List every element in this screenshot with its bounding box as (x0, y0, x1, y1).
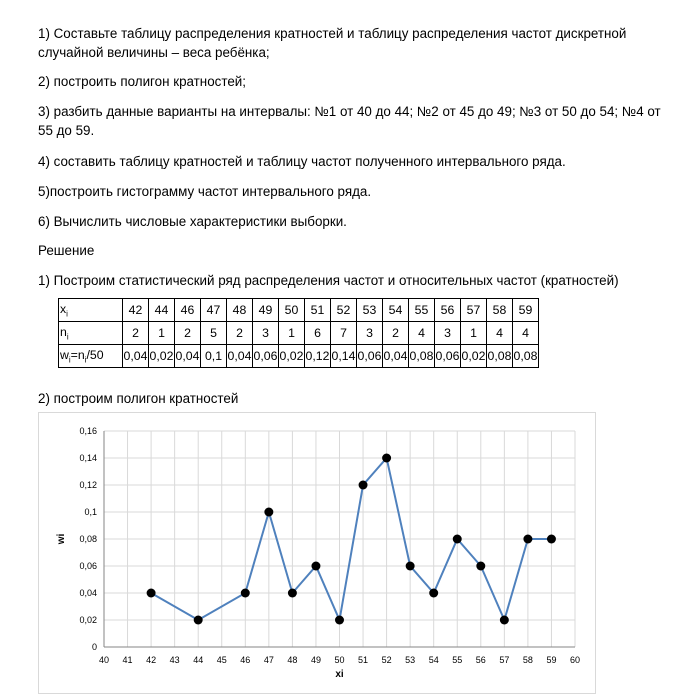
cell-n-6: 1 (279, 322, 305, 345)
cell-n-0: 2 (123, 322, 149, 345)
task-2: 2) построить полигон кратностей; (38, 74, 246, 89)
data-point (264, 508, 273, 517)
x-tick-label: 43 (169, 655, 180, 665)
data-point (335, 616, 344, 625)
data-point (406, 562, 415, 571)
cell-w-0: 0,04 (123, 345, 149, 368)
cell-w-6: 0,02 (279, 345, 305, 368)
cell-w-12: 0,06 (435, 345, 461, 368)
table-row-x (59, 299, 539, 322)
data-point (523, 535, 532, 544)
cell-x-0: 42 (123, 299, 149, 322)
cell-x-13: 57 (461, 299, 487, 322)
data-point (476, 562, 485, 571)
x-tick-label: 57 (499, 655, 510, 665)
row-x-header: $x_i$ (59, 299, 123, 322)
x-tick-label: 48 (287, 655, 298, 665)
data-point (453, 535, 462, 544)
polygon-chart (38, 412, 596, 694)
cell-w-10: 0,04 (383, 345, 409, 368)
cell-n-15: 4 (513, 322, 539, 345)
cell-n-10: 2 (383, 322, 409, 345)
y-tick-label: 0,1 (84, 507, 97, 517)
x-tick-label: 44 (193, 655, 204, 665)
x-tick-label: 58 (522, 655, 533, 665)
data-point (288, 589, 297, 598)
cell-n-11: 4 (409, 322, 435, 345)
x-tick-label: 45 (216, 655, 227, 665)
x-tick-label: 41 (122, 655, 133, 665)
cell-w-14: 0,08 (487, 345, 513, 368)
cell-n-14: 4 (487, 322, 513, 345)
cell-w-13: 0,02 (461, 345, 487, 368)
step-2-text: 2) построим полигон кратностей (38, 391, 239, 406)
cell-w-5: 0,06 (253, 345, 279, 368)
cell-x-4: 48 (227, 299, 253, 322)
x-tick-label: 56 (475, 655, 486, 665)
y-tick-label: 0,06 (79, 561, 97, 571)
data-point (429, 589, 438, 598)
y-tick-label: 0,04 (79, 588, 97, 598)
frequency-table (58, 298, 539, 368)
cell-x-6: 50 (279, 299, 305, 322)
cell-w-11: 0,08 (409, 345, 435, 368)
x-tick-label: 50 (334, 655, 345, 665)
cell-w-7: 0,12 (305, 345, 331, 368)
row-n-header: $n_i$ (59, 322, 123, 345)
cell-x-5: 49 (253, 299, 279, 322)
task-3: 3) разбить данные варианты на интервалы: №1 от 40 до 44; №2 от 45 до 49; №3 от 50 до 54; №4 от 55 до 59. (38, 104, 661, 138)
step-1-text: 1) Построим статистический ряд распределения частот и относительных частот (кратностей) (38, 273, 619, 288)
y-tick-label: 0,08 (79, 534, 97, 544)
cell-x-10: 54 (383, 299, 409, 322)
task-5: 5)построить гистограмму частот интервального ряда. (38, 184, 372, 199)
cell-n-12: 3 (435, 322, 461, 345)
task-6: 6) Вычислить числовые характеристики выборки. (38, 214, 347, 229)
x-tick-label: 51 (358, 655, 369, 665)
polygon-chart-svg (39, 413, 595, 693)
data-point (382, 454, 391, 463)
cell-w-15: 0,08 (513, 345, 539, 368)
table-row-w (59, 345, 539, 368)
task-4: 4) составить таблицу кратностей и таблицу частот полученного интервального ряда. (38, 154, 566, 169)
cell-w-8: 0,14 (331, 345, 357, 368)
cell-x-11: 55 (409, 299, 435, 322)
x-tick-label: 54 (428, 655, 439, 665)
cell-x-8: 52 (331, 299, 357, 322)
data-point (241, 589, 250, 598)
cell-n-7: 6 (305, 322, 331, 345)
y-tick-label: 0 (91, 642, 97, 652)
y-tick-label: 0,02 (79, 615, 97, 625)
x-tick-label: 55 (452, 655, 463, 665)
x-tick-label: 42 (146, 655, 157, 665)
cell-w-3: 0,1 (201, 345, 227, 368)
data-point (311, 562, 320, 571)
cell-n-8: 7 (331, 322, 357, 345)
cell-n-1: 1 (149, 322, 175, 345)
cell-x-3: 47 (201, 299, 227, 322)
cell-n-3: 5 (201, 322, 227, 345)
cell-x-14: 58 (487, 299, 513, 322)
data-point (194, 616, 203, 625)
data-point (147, 589, 156, 598)
data-point (547, 535, 556, 544)
cell-x-9: 53 (357, 299, 383, 322)
x-tick-label: 59 (546, 655, 557, 665)
cell-w-4: 0,04 (227, 345, 253, 368)
cell-x-12: 56 (435, 299, 461, 322)
x-tick-label: 53 (405, 655, 416, 665)
x-tick-label: 49 (310, 655, 321, 665)
y-tick-label: 0,12 (79, 480, 97, 490)
y-axis-title: wi (56, 533, 67, 545)
cell-w-2: 0,04 (175, 345, 201, 368)
cell-x-2: 46 (175, 299, 201, 322)
cell-n-5: 3 (253, 322, 279, 345)
solution-heading: Решение (38, 243, 95, 258)
cell-x-1: 44 (149, 299, 175, 322)
x-tick-label: 47 (263, 655, 274, 665)
y-tick-label: 0,14 (79, 453, 97, 463)
cell-n-13: 1 (461, 322, 487, 345)
x-tick-label: 60 (569, 655, 581, 665)
y-tick-label: 0,16 (79, 426, 97, 436)
cell-w-1: 0,02 (149, 345, 175, 368)
cell-w-9: 0,06 (357, 345, 383, 368)
cell-n-2: 2 (175, 322, 201, 345)
table-row-n (59, 322, 539, 345)
data-point (500, 616, 509, 625)
row-w-header: $w_i=n_i/50$ (59, 345, 123, 368)
data-point (359, 481, 368, 490)
cell-n-9: 3 (357, 322, 383, 345)
x-tick-label: 46 (240, 655, 251, 665)
cell-x-15: 59 (513, 299, 539, 322)
cell-n-4: 2 (227, 322, 253, 345)
x-tick-label: 40 (98, 655, 110, 665)
x-tick-label: 52 (381, 655, 392, 665)
cell-x-7: 51 (305, 299, 331, 322)
task-1: 1) Составьте таблицу распределения кратностей и таблицу распределения частот дискретной случайной величины – веса ребёнка; (38, 26, 627, 60)
x-axis-title: xi (335, 669, 344, 680)
